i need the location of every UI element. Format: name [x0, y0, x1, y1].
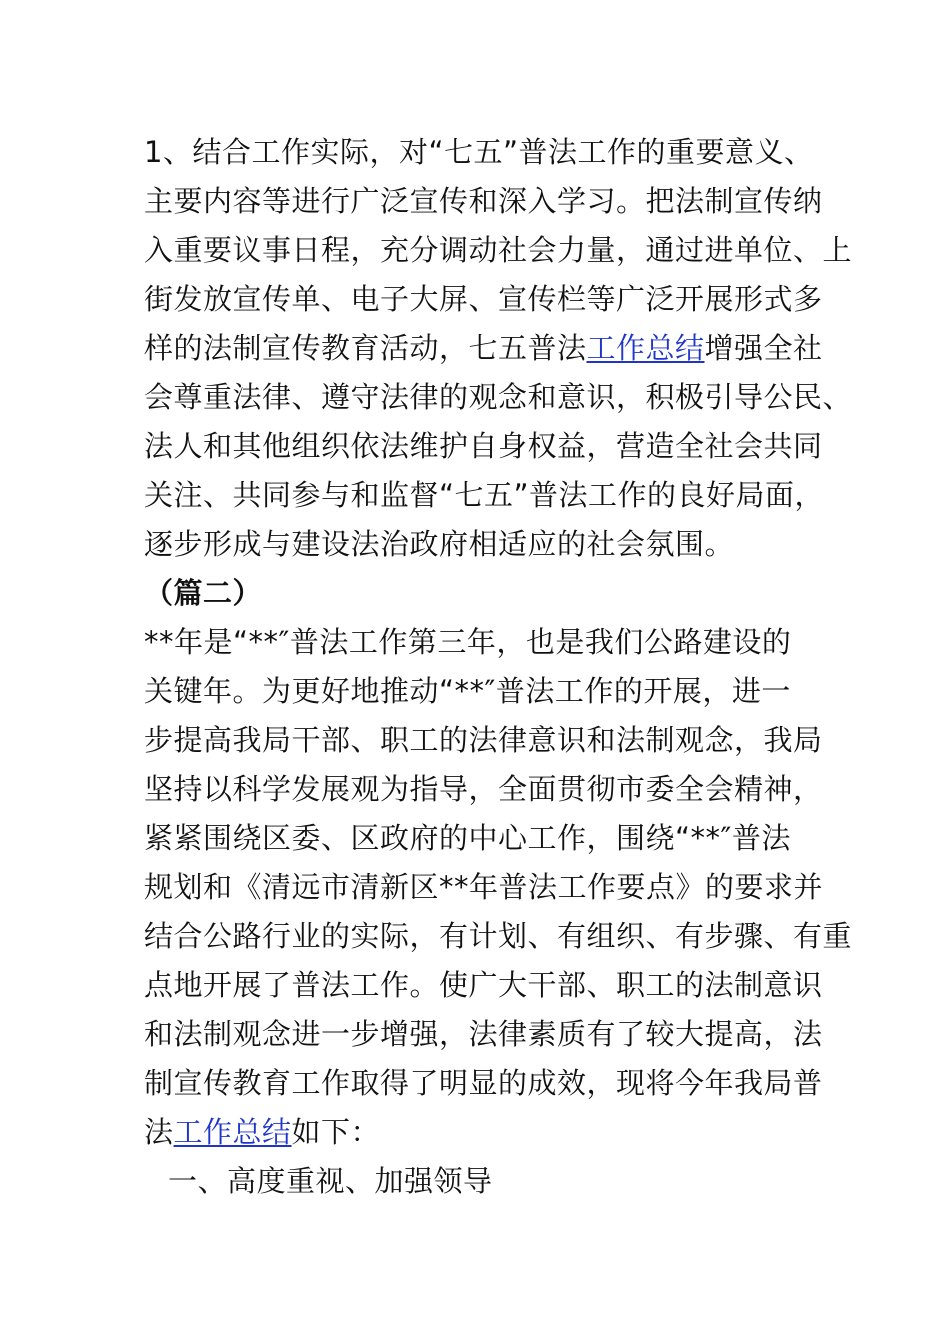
paragraph-line: 会尊重法律、遵守法律的观念和意识，积极引导公民、	[144, 380, 853, 414]
paragraph-line: 关键年。为更好地推动“**″普法工作的开展，进一	[144, 674, 791, 708]
paragraph-line: 关注、共同参与和监督“七五”普法工作的良好局面，	[144, 478, 825, 512]
paragraph-line: 制宣传教育工作取得了明显的成效，现将今年我局普	[144, 1066, 823, 1100]
paragraph-line: 规划和《清远市清新区**年普法工作要点》的要求并	[144, 870, 824, 904]
paragraph-line: 逐步形成与建设法治政府相适应的社会氛围。	[144, 527, 735, 561]
section-heading: （篇二）	[144, 576, 263, 610]
paragraph-line: 步提高我局干部、职工的法律意识和法制观念，我局	[144, 723, 823, 757]
work-summary-link[interactable]: 工作总结	[173, 1115, 292, 1149]
paragraph-line-with-link	[144, 324, 834, 373]
paragraph-line: 街发放宣传单、电子大屏、宣传栏等广泛开展形式多	[144, 282, 823, 316]
paragraph-line-with-link	[144, 1108, 834, 1157]
paragraph-text: 增强全社	[704, 331, 823, 365]
paragraph-line: 入重要议事日程，充分调动社会力量，通过进单位、上	[144, 233, 853, 267]
paragraph-line: 点地开展了普法工作。使广大干部、职工的法制意识	[144, 968, 823, 1002]
section-2-paragraph	[144, 618, 853, 1157]
section-1-paragraph	[144, 128, 853, 569]
paragraph-text: 如下：	[291, 1115, 381, 1149]
work-summary-link[interactable]: 工作总结	[586, 331, 705, 365]
paragraph-line: 结合公路行业的实际，有计划、有组织、有步骤、有重	[144, 919, 853, 953]
paragraph-line: 坚持以科学发展观为指导，全面贯彻市委全会精神，	[144, 772, 823, 806]
paragraph-line: 主要内容等进行广泛宣传和深入学习。把法制宣传纳	[144, 184, 823, 218]
paragraph-line: 法人和其他组织依法维护自身权益，营造全社会共同	[144, 429, 823, 463]
paragraph-line: 1、结合工作实际，对“七五”普法工作的重要意义、	[144, 135, 814, 169]
paragraph-text: 法	[144, 1115, 174, 1149]
paragraph-line: **年是“**″普法工作第三年，也是我们公路建设的	[144, 625, 792, 659]
paragraph-line: 和法制观念进一步增强，法律素质有了较大提高，法	[144, 1017, 823, 1051]
paragraph-text: 样的法制宣传教育活动，七五普法	[144, 331, 587, 365]
subsection-heading: 一、高度重视、加强领导	[168, 1164, 493, 1198]
paragraph-line: 紧紧围绕区委、区政府的中心工作，围绕“**″普法	[144, 821, 791, 855]
document-page	[144, 128, 853, 1206]
